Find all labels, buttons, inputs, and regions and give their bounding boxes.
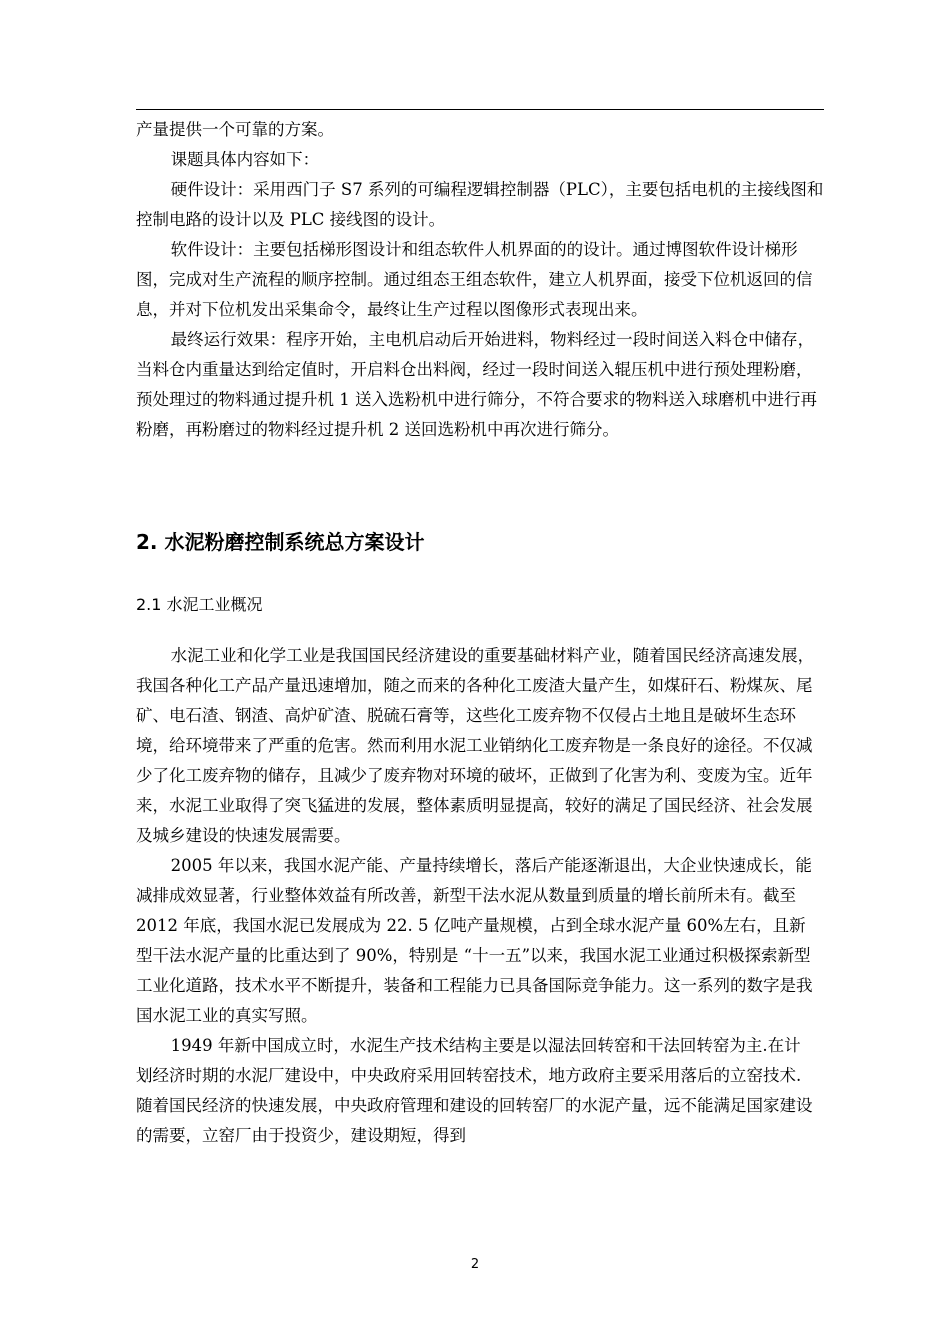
- subsection-heading: 2.1 水泥工业概况: [136, 595, 263, 614]
- paragraph-industry-overview: 水泥工业和化学工业是我国国民经济建设的重要基础材料产业，随着国民经济高速发展，我国各种化工产品产量迅速增加，随之而来的各种化工废渣大量产生，如煤矸石、粉煤灰、尾矿、电石渣、钢渣、高炉矿渣、脱硫石膏等，这些化工废弃物不仅侵占土地且是破坏生态环境，给环境带来了严重的危害。然而利用水泥工业销纳化工废弃物是一条良好的途径。不仅减少了化工废弃物的储存，且减少了废弃物对环境的破坏，正做到了化害为利、变废为宝。近年来，水泥工业取得了突飞猛进的发展，整体素质明显提高，较好的满足了国民经济、社会发展及城乡建设的快速发展需要。: [136, 646, 815, 845]
- paragraph-continuation: 产量提供一个可靠的方案。: [136, 120, 334, 139]
- header-rule: [136, 109, 824, 110]
- paragraph-capacity-growth: 2005 年以来，我国水泥产能、产量持续增长，落后产能逐渐退出，大企业快速成长，能减排成效显著，行业整体效益有所改善，新型干法水泥从数量到质量的增长前所未有。截至 2012 年底，我国水泥已发展成为 22. 5 亿吨产量规模，占到全球水泥产量 60%左右，且新型干法水泥产量的比重达到了 90%，特别是 “十一五”以来，我国水泥工业通过积极探索新型工业化道路，技术水平不断提升，装备和工程能力已具备国际竞争能力。这一系列的数字是我国水泥工业的真实写照。: [136, 856, 813, 1025]
- page-number: 2: [470, 1257, 480, 1272]
- intro-text-block: [136, 115, 824, 445]
- paragraph-history: 1949 年新中国成立时，水泥生产技术结构主要是以湿法回转窑和干法回转窑为主.在计划经济时期的水泥厂建设中，中央政府采用回转窑技术，地方政府主要采用落后的立窑技术.随着国民经济的快速发展，中央政府管理和建设的回转窑厂的水泥产量，远不能满足国家建设的需要，立窑厂由于投资少，建设期短，得到: [136, 1036, 813, 1145]
- paragraph-final-result: 最终运行效果：程序开始，主电机启动后开始进料，物料经过一段时间送入料仓中储存，当料仓内重量达到给定值时，开启料仓出料阀，经过一段时间送入辊压机中进行预处理粉磨，预处理过的物料通过提升机 1 送入选粉机中进行筛分，不符合要求的物料送入球磨机中进行再粉磨，再粉磨过的物料经过提升机 2 送回选粉机中再次进行筛分。: [136, 330, 817, 439]
- body-text-block: [136, 641, 816, 1151]
- paragraph-topic-intro: 课题具体内容如下：: [170, 150, 320, 169]
- paragraph-software-design: 软件设计：主要包括梯形图设计和组态软件人机界面的的设计。通过博图软件设计梯形图，完成对生产流程的顺序控制。通过组态王组态软件，建立人机界面，接受下位机返回的信息，并对下位机发出采集命令，最终让生产过程以图像形式表现出来。: [136, 240, 813, 319]
- section-heading: 2. 水泥粉磨控制系统总方案设计: [136, 530, 425, 554]
- paragraph-hardware-design: 硬件设计：采用西门子 S7 系列的可编程逻辑控制器（PLC），主要包括电机的主接线图和控制电路的设计以及 PLC 接线图的设计。: [136, 180, 824, 229]
